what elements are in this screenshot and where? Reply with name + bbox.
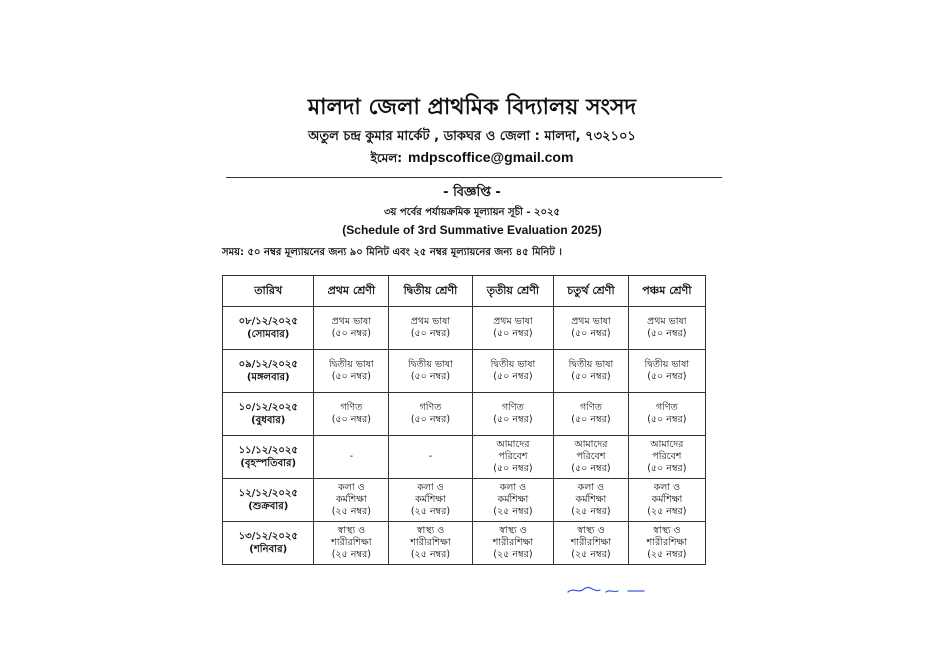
column-header-class-5: পঞ্চম শ্রেণী <box>628 276 705 307</box>
schedule-cell: কলা ও কর্মশিক্ষা (২৫ নম্বর) <box>554 479 629 522</box>
schedule-cell: স্বাস্থ্য ও শারীরশিক্ষা (২৫ নম্বর) <box>314 522 389 565</box>
schedule-cell: কলা ও কর্মশিক্ষা (২৫ নম্বর) <box>314 479 389 522</box>
column-header-class-4: চতুর্থ শ্রেণী <box>554 276 629 307</box>
table-row <box>223 479 706 522</box>
schedule-cell: গণিত (৫০ নম্বর) <box>472 393 553 436</box>
schedule-cell: কলা ও কর্মশিক্ষা (২৫ নম্বর) <box>472 479 553 522</box>
date-cell: ০৮/১২/২০২৫ (সোমবার) <box>223 307 314 350</box>
letterhead <box>222 94 722 167</box>
date-cell: ১০/১২/২০২৫ (বুধবার) <box>223 393 314 436</box>
column-header-class-3: তৃতীয় শ্রেণী <box>472 276 553 307</box>
date-cell: ১৩/১২/২০২৫ (শনিবার) <box>223 522 314 565</box>
table-row <box>223 522 706 565</box>
notice-document <box>222 90 722 260</box>
notice-subtitle-bengali: ৩য় পর্বের পর্যায়ক্রমিক মূল্যায়ন সূচী - ২০২৫ <box>384 207 560 218</box>
schedule-cell: গণিত (৫০ নম্বর) <box>314 393 389 436</box>
notice-title: - বিজ্ঞপ্তি - <box>443 185 501 200</box>
table-header-row <box>223 276 706 307</box>
schedule-cell: প্রথম ভাষা (৫০ নম্বর) <box>389 307 472 350</box>
schedule-cell: প্রথম ভাষা (৫০ নম্বর) <box>628 307 705 350</box>
table-row <box>223 436 706 479</box>
schedule-cell: আমাদের পরিবেশ (৫০ নম্বর) <box>554 436 629 479</box>
schedule-cell: গণিত (৫০ নম্বর) <box>389 393 472 436</box>
signature-mark <box>566 584 646 596</box>
schedule-cell: প্রথম ভাষা (৫০ নম্বর) <box>314 307 389 350</box>
header-divider <box>226 177 722 178</box>
schedule-cell: প্রথম ভাষা (৫০ নম্বর) <box>472 307 553 350</box>
exam-time-note: সময়: ৫০ নম্বর মূল্যায়নের জন্য ৯০ মিনিট এবং ২৫ নম্বর মূল্যায়নের জন্য ৪৫ মিনিট । <box>222 247 562 258</box>
schedule-cell: কলা ও কর্মশিক্ষা (২৫ নম্বর) <box>389 479 472 522</box>
schedule-cell: স্বাস্থ্য ও শারীরশিক্ষা (২৫ নম্বর) <box>554 522 629 565</box>
column-header-class-1: প্রথম শ্রেণী <box>314 276 389 307</box>
schedule-cell: দ্বিতীয় ভাষা (৫০ নম্বর) <box>314 350 389 393</box>
schedule-cell: দ্বিতীয় ভাষা (৫০ নম্বর) <box>554 350 629 393</box>
schedule-cell: দ্বিতীয় ভাষা (৫০ নম্বর) <box>389 350 472 393</box>
schedule-cell: - <box>314 436 389 479</box>
column-header-class-2: দ্বিতীয় শ্রেণী <box>389 276 472 307</box>
date-cell: ০৯/১২/২০২৫ (মঙ্গলবার) <box>223 350 314 393</box>
schedule-cell: স্বাস্থ্য ও শারীরশিক্ষা (২৫ নম্বর) <box>628 522 705 565</box>
date-cell: ১২/১২/২০২৫ (শুক্রবার) <box>223 479 314 522</box>
schedule-cell: গণিত (৫০ নম্বর) <box>628 393 705 436</box>
table-row <box>223 350 706 393</box>
column-header-date: তারিখ <box>223 276 314 307</box>
schedule-cell: কলা ও কর্মশিক্ষা (২৫ নম্বর) <box>628 479 705 522</box>
schedule-cell: আমাদের পরিবেশ (৫০ নম্বর) <box>628 436 705 479</box>
schedule-cell: প্রথম ভাষা (৫০ নম্বর) <box>554 307 629 350</box>
table-row <box>223 393 706 436</box>
notice-subtitle-english: (Schedule of 3rd Summative Evaluation 2025) <box>342 223 602 237</box>
schedule-cell: স্বাস্থ্য ও শারীরশিক্ষা (২৫ নম্বর) <box>389 522 472 565</box>
exam-schedule-table <box>222 275 706 565</box>
schedule-cell: গণিত (৫০ নম্বর) <box>554 393 629 436</box>
schedule-cell: স্বাস্থ্য ও শারীরশিক্ষা (২৫ নম্বর) <box>472 522 553 565</box>
organization-address: অতুল চন্দ্র কুমার মার্কেট , ডাকঘর ও জেলা : মালদা, ৭৩২১০১ <box>308 129 636 144</box>
table-row <box>223 307 706 350</box>
schedule-cell: দ্বিতীয় ভাষা (৫০ নম্বর) <box>628 350 705 393</box>
organization-email-line <box>222 148 722 167</box>
schedule-cell: - <box>389 436 472 479</box>
date-cell: ১১/১২/২০২৫ (বৃহস্পতিবার) <box>223 436 314 479</box>
schedule-cell: দ্বিতীয় ভাষা (৫০ নম্বর) <box>472 350 553 393</box>
email-address: mdpscoffice@gmail.com <box>408 149 574 165</box>
organization-name: মালদা জেলা প্রাথমিক বিদ্যালয় সংসদ <box>307 95 637 120</box>
schedule-cell: আমাদের পরিবেশ (৫০ নম্বর) <box>472 436 553 479</box>
email-label: ইমেল: <box>370 151 403 165</box>
